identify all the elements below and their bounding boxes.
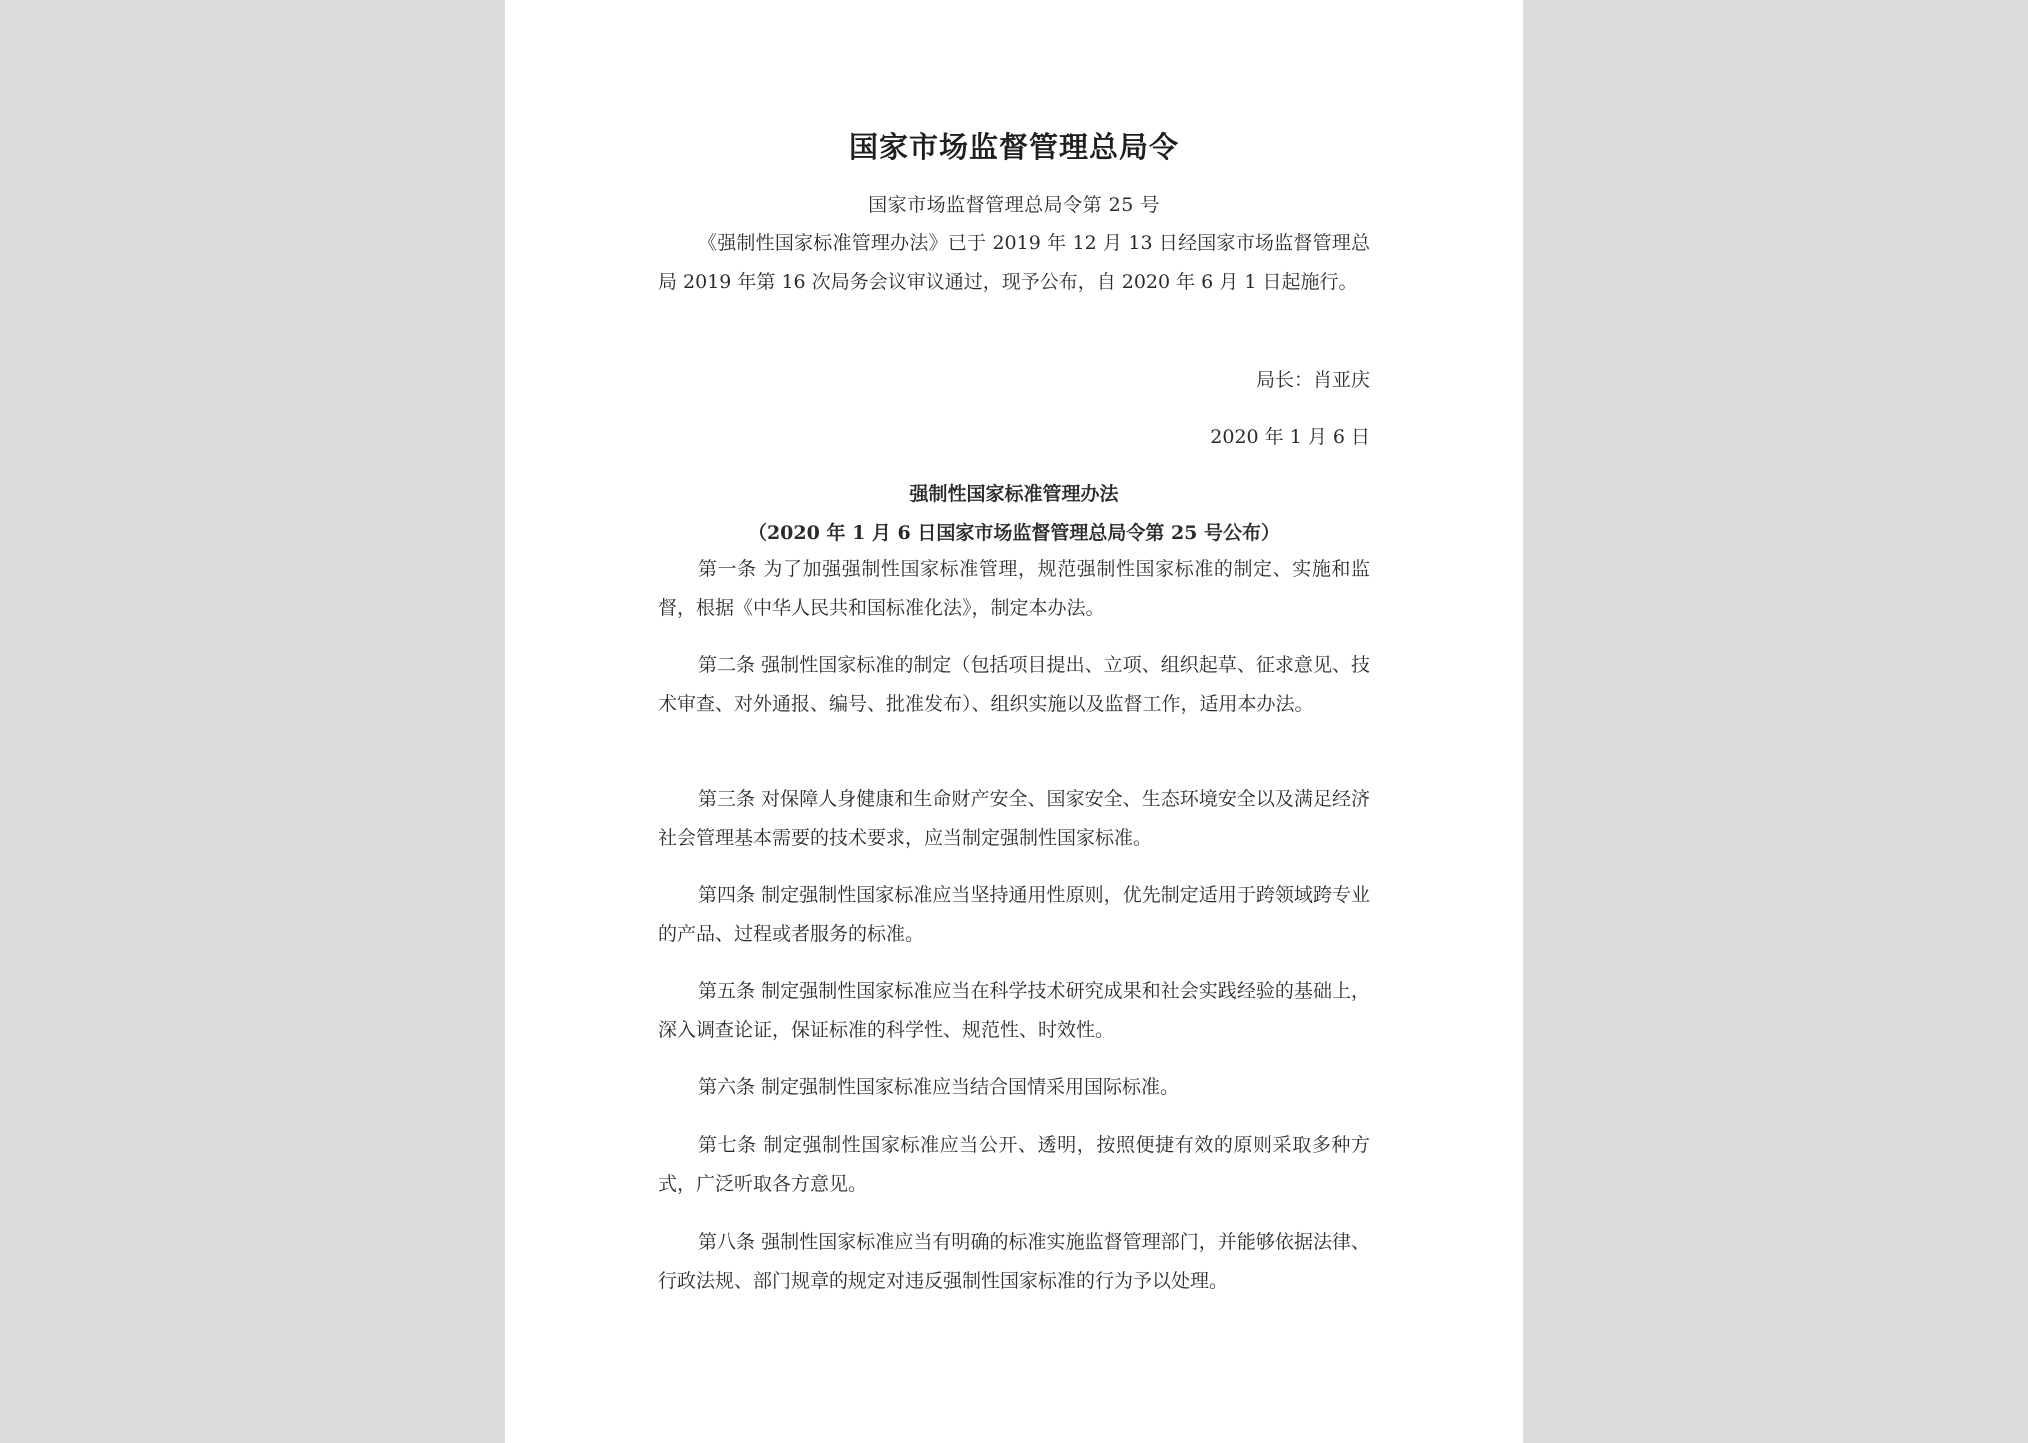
article-7: 第七条 制定强制性国家标准应当公开、透明，按照便捷有效的原则采取多种方式，广泛听取各方意见。: [658, 1134, 1370, 1195]
preamble-paragraph: 《强制性国家标准管理办法》已于 2019 年 12 月 13 日经国家市场监督管理总局 2019 年第 16 次局务会议审议通过，现予公布，自 2020 年 6 月 1 日起施行。: [658, 232, 1370, 293]
article-8: 第八条 强制性国家标准应当有明确的标准实施监督管理部门，并能够依据法律、行政法规、部门规章的规定对违反强制性国家标准的行为予以处理。: [658, 1231, 1370, 1292]
article-3: 第三条 对保障人身健康和生命财产安全、国家安全、生态环境安全以及满足经济社会管理基本需要的技术要求，应当制定强制性国家标准。: [658, 788, 1370, 849]
article-4: 第四条 制定强制性国家标准应当坚持通用性原则，优先制定适用于跨领域跨专业的产品、过程或者服务的标准。: [658, 884, 1370, 945]
article-1: 第一条 为了加强强制性国家标准管理，规范强制性国家标准的制定、实施和监督，根据《中华人民共和国标准化法》，制定本办法。: [658, 558, 1370, 619]
article-5: 第五条 制定强制性国家标准应当在科学技术研究成果和社会实践经验的基础上，深入调查论证，保证标准的科学性、规范性、时效性。: [658, 980, 1370, 1041]
regulation-title: 强制性国家标准管理办法: [909, 483, 1119, 505]
document-page: [505, 0, 1523, 1443]
article-2: 第二条 强制性国家标准的制定（包括项目提出、立项、组织起草、征求意见、技术审查、对外通报、编号、批准发布）、组织实施以及监督工作，适用本办法。: [658, 654, 1370, 715]
document-title: 国家市场监督管理总局令: [848, 130, 1179, 164]
order-number: 国家市场监督管理总局令第 25 号: [868, 194, 1160, 216]
regulation-subtitle: （2020 年 1 月 6 日国家市场监督管理总局令第 25 号公布）: [747, 522, 1281, 544]
article-6: 第六条 制定强制性国家标准应当结合国情采用国际标准。: [698, 1076, 1180, 1098]
signatory: 局长：肖亚庆: [1255, 369, 1370, 391]
issue-date: 2020 年 1 月 6 日: [1210, 426, 1370, 448]
